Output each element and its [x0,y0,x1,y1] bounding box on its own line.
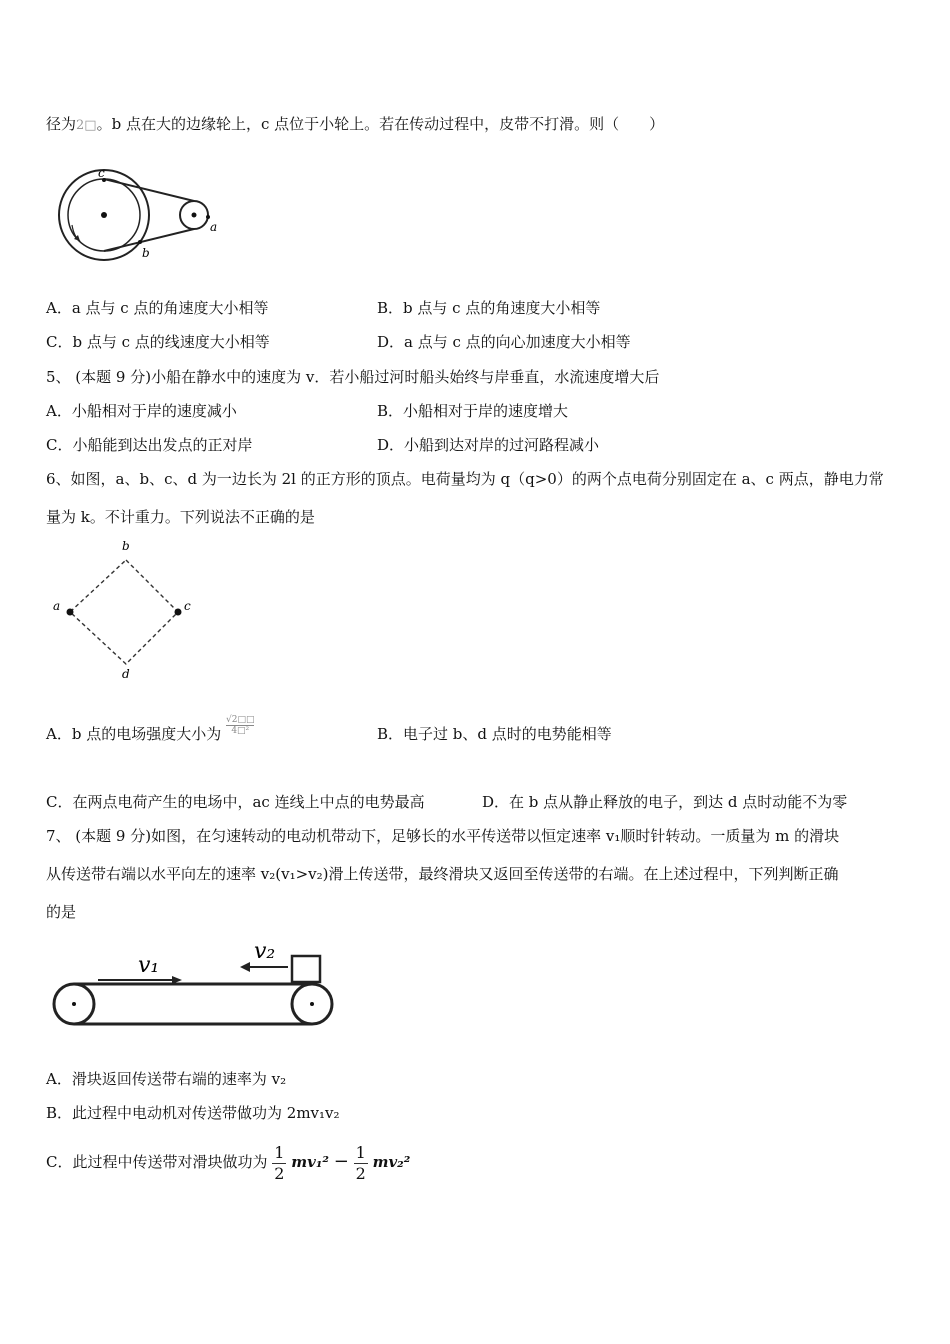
q4-option-c[interactable]: C．b 点与 c 点的线速度大小相等 [46,333,270,351]
label-a: a [53,599,61,613]
q4-option-b[interactable]: B．b 点与 c 点的角速度大小相等 [377,299,601,317]
q6-option-a[interactable]: A．b 点的电场强度大小为 $\frac{√2□□}{\text{4□²}}$ [46,714,255,743]
label-c: c [98,166,105,180]
label-d: d [122,667,130,681]
label-a: a [210,220,218,234]
pulley-figure [52,165,232,265]
q4-option-a[interactable]: A．a 点与 c 点的角速度大小相等 [46,299,269,317]
label-c: c [184,599,191,613]
q6-option-d[interactable]: D．在 b 点从静止释放的电子，到达 d 点时动能不为零 [482,793,848,811]
garbled-symbol: 2□ [76,118,97,133]
q6-option-c[interactable]: C．在两点电荷产生的电场中，ac 连线上中点的电势最高 [46,793,425,811]
q7-stem-line2: 从传送带右端以水平向左的速率 v₂(v₁>v₂)滑上传送带，最终滑块又返回至传送带的右端。在上述过程中，下列判断正确 [46,865,839,883]
q7-stem-line3: 的是 [46,903,77,921]
q7-option-c[interactable]: C．此过程中传送带对滑块做功为 $\frac{1}{2}$ mv₁² − $\frac{1}{2}$ mv₂² [46,1142,411,1183]
field-strength-formula: $\frac{√2□□}{\text{4□²}}$ [226,714,255,736]
label-b: b [122,539,130,553]
label-v1: v₁ [138,953,160,978]
q5-option-c[interactable]: C．小船能到达出发点的正对岸 [46,436,253,454]
q7-option-a[interactable]: A．滑块返回传送带右端的速率为 v₂ [46,1070,287,1088]
fraction-half: $\frac{1}{2}$ [355,1142,366,1183]
q5-option-b[interactable]: B．小船相对于岸的速度增大 [377,402,569,420]
q6-option-b[interactable]: B．电子过 b、d 点时的电势能相等 [377,725,612,743]
conveyor-figure [48,940,338,1035]
q5-option-d[interactable]: D．小船到达对岸的过河路程减小 [377,436,600,454]
q6-stem-line2: 量为 k。不计重力。下列说法不正确的是 [46,508,315,526]
q7-stem-line1: 7、 (本题 9 分)如图，在匀速转动的电动机带动下，足够长的水平传送带以恒定速率 v₁顺时针转动。一质量为 m 的滑块 [46,827,840,845]
q5-stem: 5、 (本题 9 分)小船在静水中的速度为 v．若小船过河时船头始终与岸垂直，水流速度增大后 [46,368,660,386]
q6-stem-line1: 6、如图，a、b、c、d 为一边长为 2l 的正方形的顶点。电荷量均为 q（q>0）的两个点电荷分别固定在 a、c 两点，静电力常 [46,470,884,488]
label-v2: v₂ [254,940,276,964]
square-charges-figure [48,538,198,683]
q5-option-a[interactable]: A．小船相对于岸的速度减小 [46,402,237,420]
q7-option-b[interactable]: B．此过程中电动机对传送带做功为 2mv₁v₂ [46,1104,340,1122]
q4-stem: 径为2□。b 点在大的边缘轮上，c 点位于小轮上。若在传动过程中，皮带不打滑。则（ ） [46,115,665,133]
label-b: b [142,246,150,260]
q4-option-d[interactable]: D．a 点与 c 点的向心加速度大小相等 [377,333,631,351]
fraction-half: $\frac{1}{2}$ [274,1142,285,1183]
